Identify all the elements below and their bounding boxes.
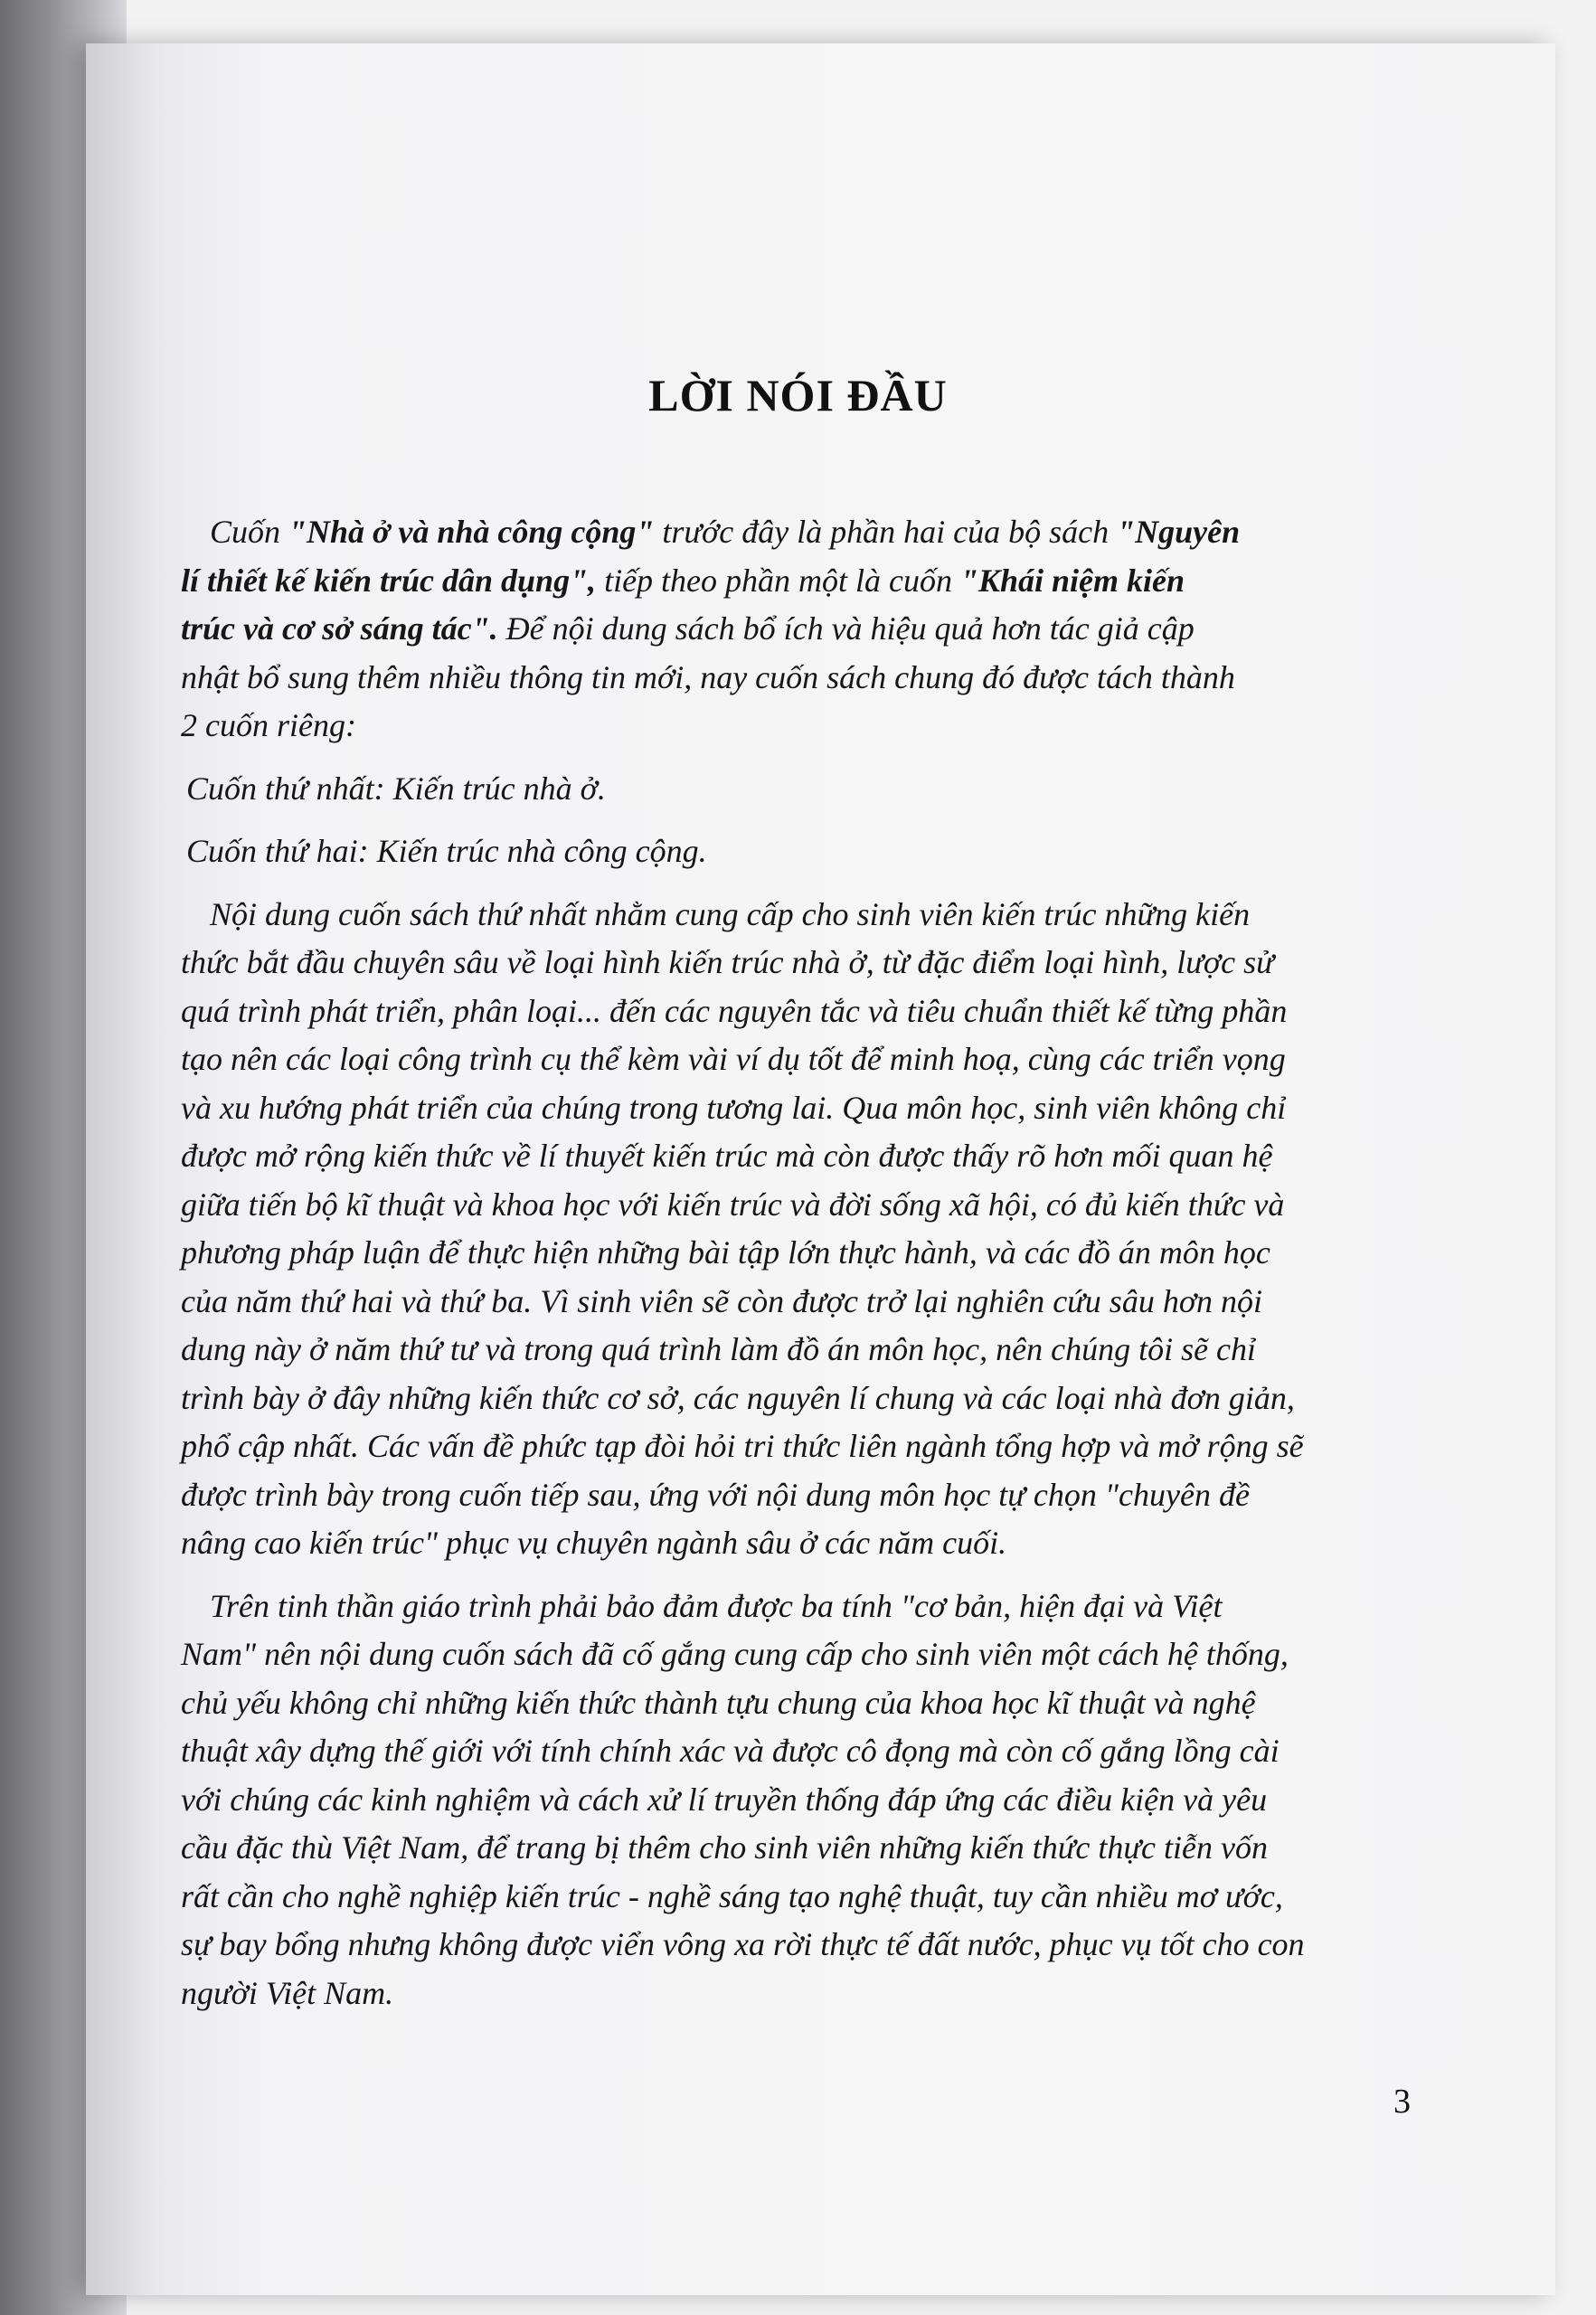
- book-title-bold: "Nguyên: [1117, 514, 1241, 550]
- goals-line: cầu đặc thù Việt Nam, để trang bị thêm cho sinh viên những kiến thức thực tiễn vốn: [181, 1829, 1268, 1866]
- content-line: thức bắt đầu chuyên sâu về loại hình kiến trúc nhà ở, từ đặc điểm loại hình, lược sử: [181, 944, 1274, 980]
- intro-line-5: 2 cuốn riêng:: [181, 707, 356, 743]
- content-line: trình bày ở đây những kiến thức cơ sở, các nguyên lí chung và các loại nhà đơn giản,: [181, 1379, 1295, 1416]
- content-line: quá trình phát triển, phân loại... đến các nguyên tắc và tiêu chuẩn thiết kế từng phần: [181, 992, 1288, 1029]
- content-line: Nội dung cuốn sách thứ nhất nhằm cung cấp cho sinh viên kiến trúc những kiến: [210, 895, 1251, 932]
- goals-line: rất cần cho nghề nghiệp kiến trúc - nghề sáng tạo nghệ thuật, tuy cần nhiều mơ ước,: [181, 1877, 1283, 1914]
- content-line: của năm thứ hai và thứ ba. Vì sinh viên sẽ còn được trở lại nghiên cứu sâu hơn nội: [181, 1282, 1263, 1319]
- book-title-bold: lí thiết kế kiến trúc dân dụng",: [181, 562, 597, 599]
- book-one-line: Cuốn thứ nhất: Kiến trúc nhà ở.: [186, 770, 606, 807]
- book-title-bold: trúc và cơ sở sáng tác".: [181, 610, 498, 647]
- content-line: phổ cập nhất. Các vấn đề phức tạp đòi hỏi tri thức liên ngành tổng hợp và mở rộng sẽ: [181, 1428, 1304, 1464]
- goals-line: người Việt Nam.: [181, 1974, 394, 2011]
- intro-line-2: [181, 557, 1393, 606]
- goals-line: sự bay bổng nhưng không được viển vông xa rời thực tế đất nước, phục vụ tốt cho con: [181, 1926, 1305, 1962]
- goals-line: với chúng các kinh nghiệm và cách xử lí truyền thống đáp ứng các điều kiện và yêu: [181, 1781, 1268, 1818]
- content-line: nâng cao kiến trúc" phục vụ chuyên ngành sâu ở các năm cuối.: [181, 1525, 1007, 1561]
- content-line: tạo nên các loại công trình cụ thể kèm vài ví dụ tốt để minh hoạ, cùng các triển vọng: [181, 1041, 1286, 1077]
- paragraph-intro: [181, 508, 1393, 751]
- content-line: dung này ở năm thứ tư và trong quá trình làm đồ án môn học, nên chúng tôi sẽ chỉ: [181, 1331, 1257, 1367]
- text-span: Cuốn: [210, 514, 289, 550]
- goals-line: chủ yếu không chỉ những kiến thức thành tựu chung của khoa học kĩ thuật và nghệ: [181, 1684, 1256, 1721]
- paragraph-goals: [181, 1583, 1393, 2018]
- content-line: được trình bày trong cuốn tiếp sau, ứng với nội dung môn học tự chọn "chuyên đề: [181, 1476, 1250, 1513]
- goals-line: Trên tinh thần giáo trình phải bảo đảm được ba tính "cơ bản, hiện đại và Việt: [210, 1587, 1223, 1624]
- intro-line-1: [181, 508, 1393, 557]
- content-line: được mở rộng kiến thức về lí thuyết kiến trúc mà còn được thấy rõ hơn mối quan hệ: [181, 1138, 1273, 1174]
- preface-body: [181, 508, 1393, 2017]
- text-span: trước đây là phần hai của bộ sách: [654, 514, 1118, 550]
- goals-line: thuật xây dựng thế giới với tính chính xác và được cô đọng mà còn cố gắng lồng cài: [181, 1733, 1280, 1769]
- intro-line-4: nhật bổ sung thêm nhiều thông tin mới, nay cuốn sách chung đó được tách thành: [181, 658, 1235, 695]
- book-title-bold: "Nhà ở và nhà công cộng": [288, 514, 655, 550]
- book-title-bold: "Khái niệm kiến: [960, 562, 1185, 599]
- text-span: Để nội dung sách bổ ích và hiệu quả hơn tác giả cập: [497, 610, 1195, 647]
- content-line: và xu hướng phát triển của chúng trong tương lai. Qua môn học, sinh viên không chỉ: [181, 1089, 1287, 1126]
- intro-line-3: [181, 605, 1393, 654]
- content-line: phương pháp luận để thực hiện những bài tập lớn thực hành, và các đồ án môn học: [181, 1234, 1270, 1271]
- goals-line: Nam" nên nội dung cuốn sách đã cố gắng cung cấp cho sinh viên một cách hệ thống,: [181, 1636, 1289, 1672]
- book-two-line: Cuốn thứ hai: Kiến trúc nhà công cộng.: [186, 833, 707, 869]
- page-title: LỜI NÓI ĐẦU: [648, 370, 948, 420]
- text-span: tiếp theo phần một là cuốn: [596, 562, 961, 599]
- paragraph-content: [181, 891, 1393, 1568]
- page-number: 3: [1393, 2083, 1411, 2121]
- content-line: giữa tiến bộ kĩ thuật và khoa học với kiến trúc và đời sống xã hội, có đủ kiến thức và: [181, 1186, 1285, 1223]
